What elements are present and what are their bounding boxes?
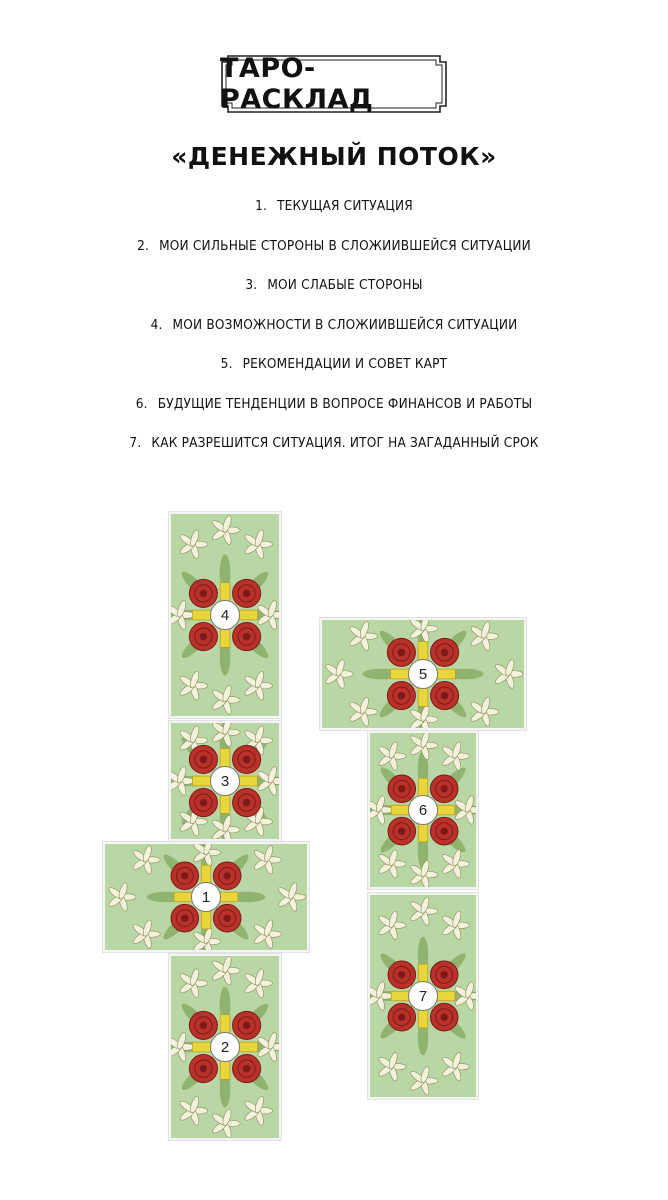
position-text: МОИ СИЛЬНЫЕ СТОРОНЫ В СЛОЖИИВШЕЙСЯ СИТУАЦИИ <box>159 237 531 254</box>
card-7 <box>368 893 478 1099</box>
card-number-badge: 3 <box>210 766 240 796</box>
spread-title: «ДЕНЕЖНЫЙ ПОТОК» <box>171 142 497 171</box>
position-number: 1. <box>255 198 268 214</box>
card-1 <box>103 842 309 952</box>
card-4 <box>169 512 281 718</box>
card-5 <box>320 618 526 730</box>
card-number-badge: 7 <box>408 981 438 1011</box>
position-number: 7. <box>129 435 142 451</box>
list-item <box>0 238 668 278</box>
position-text: МОИ СЛАБЫЕ СТОРОНЫ <box>267 277 423 293</box>
card-number-badge: 2 <box>210 1032 240 1062</box>
position-text: БУДУЩИЕ ТЕНДЕНЦИИ В ВОПРОСЕ ФИНАНСОВ И РАБОТЫ <box>157 395 533 412</box>
list-item <box>0 356 668 396</box>
list-item <box>0 277 668 317</box>
position-text: МОИ ВОЗМОЖНОСТИ В СЛОЖИИВШЕЙСЯ СИТУАЦИИ <box>172 316 518 333</box>
position-number: 5. <box>220 356 233 372</box>
position-number: 2. <box>137 237 150 254</box>
card-number-badge: 5 <box>408 659 438 689</box>
position-text: ТЕКУЩАЯ СИТУАЦИЯ <box>277 198 413 214</box>
list-item <box>0 198 668 238</box>
list-item <box>0 317 668 357</box>
title-frame <box>220 54 448 114</box>
positions-list <box>0 198 668 475</box>
card-number-badge: 1 <box>191 882 221 912</box>
position-text: РЕКОМЕНДАЦИИ И СОВЕТ КАРТ <box>242 356 448 372</box>
position-number: 4. <box>150 316 163 333</box>
position-number: 3. <box>245 277 258 293</box>
position-text: КАК РАЗРЕШИТСЯ СИТУАЦИЯ. ИТОГ НА ЗАГАДАННЫЙ СРОК <box>151 435 539 451</box>
card-2 <box>169 954 281 1140</box>
card-6 <box>368 731 478 889</box>
list-item <box>0 435 668 475</box>
list-item <box>0 396 668 436</box>
position-number: 6. <box>135 395 148 412</box>
card-number-badge: 4 <box>210 600 240 630</box>
page-title: ТАРО-РАСКЛАД <box>220 53 374 115</box>
card-number-badge: 6 <box>408 795 438 825</box>
card-3 <box>169 721 281 841</box>
